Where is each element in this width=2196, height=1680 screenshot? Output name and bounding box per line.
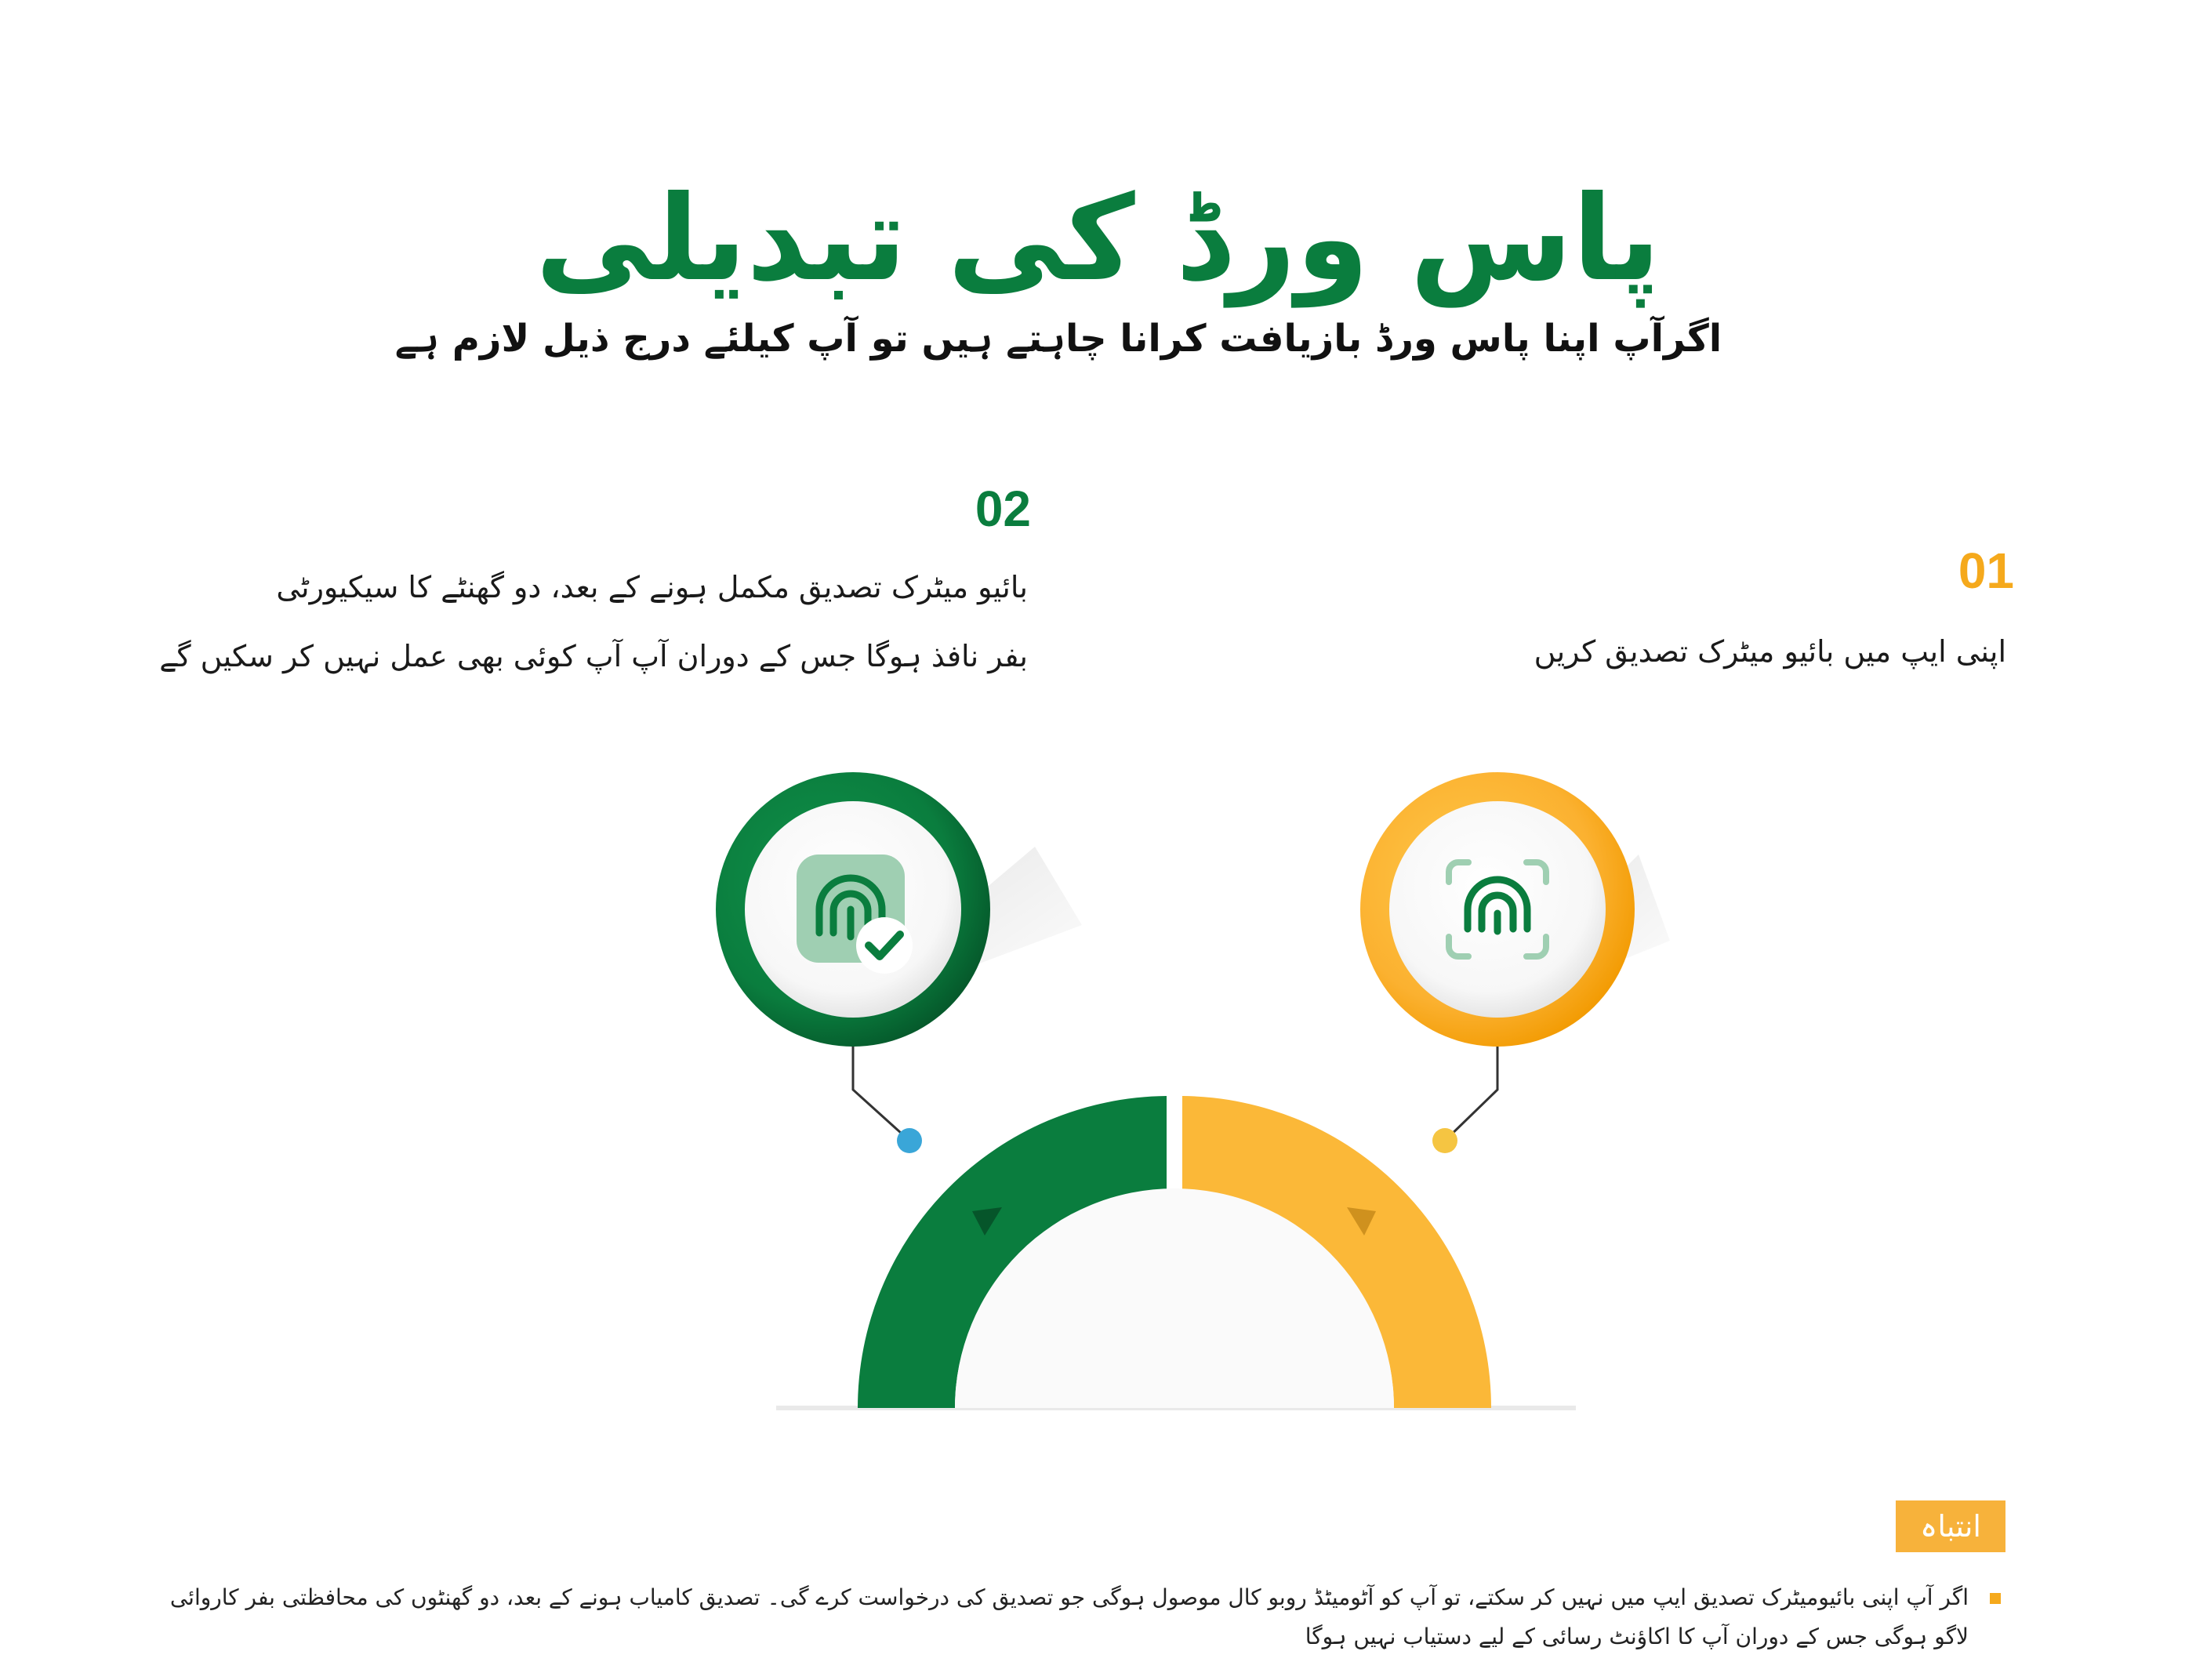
bullet-icon <box>1990 1593 2001 1604</box>
step-1-circle <box>1360 772 1670 1047</box>
step-2-description-line-1: بائیو میٹرک تصدیق مکمل ہونے کے بعد، دو گھنٹے کا سیکیورٹی <box>276 570 1028 604</box>
connector-dot-blue <box>897 1128 922 1153</box>
page-subtitle: اگرآپ اپنا پاس ورڈ بازیافت کرانا چاہتے ہیں تو آپ کیلئے درج ذیل لازم ہے <box>394 317 1722 361</box>
connector-right <box>1445 1043 1497 1141</box>
fingerprint-verified-icon <box>797 855 913 974</box>
step-2-number: 02 <box>975 481 1031 537</box>
connector-dot-yellow <box>1432 1128 1457 1153</box>
page-title: پاس ورڈ کی تبدیلی <box>535 171 1661 307</box>
connector-left <box>853 1043 909 1141</box>
warning-text-line-2: لاگو ہوگی جس کے دوران آپ کا اکاؤنٹ رسائی کے لیے دستیاب نہیں ہوگا <box>1305 1624 1969 1649</box>
warning-badge: انتباہ <box>1896 1500 2005 1552</box>
step-1-number: 01 <box>1958 542 2014 599</box>
arch <box>858 1096 1491 1408</box>
step-2-description-line-2: بفر نافذ ہوگا جس کے دوران آپ آپ کوئی بھی عمل نہیں کر سکیں گے <box>159 639 1028 673</box>
step-2-circle <box>716 772 1082 1047</box>
step-1-description: اپنی ایپ میں بائیو میٹرک تصدیق کریں <box>1534 634 2006 669</box>
warning-text-line-1: اگر آپ اپنی بائیومیٹرک تصدیق ایپ میں نہیں کر سکتے، تو آپ کو آٹومیٹڈ روبو کال موصول ہوگی جو تصدیق کی درخواست کرے گی۔ تصدیق کامیاب ہونے کے بعد، دو گھنٹوں کی محافظتی بفر کاروائی <box>169 1584 1969 1610</box>
